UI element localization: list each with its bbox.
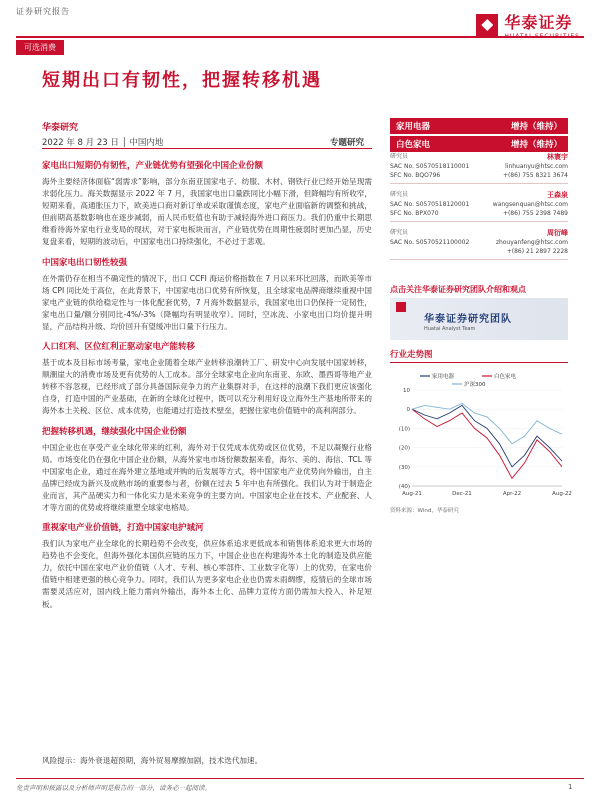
x-tick-label: Dec-21: [452, 491, 472, 497]
rating-value: 增持（维持）: [510, 122, 562, 132]
series-line: [412, 409, 562, 478]
analyst-role: 研究员: [390, 229, 409, 236]
rating-row: [390, 118, 568, 134]
footer-divider: [16, 778, 584, 779]
x-tick-label: Aug-21: [402, 491, 422, 497]
industry-trend-chart: [390, 368, 572, 504]
chart-source: 资料来源：Wind，华泰研究: [390, 508, 459, 514]
analyst-phone: +(86) 21 2897 2228: [506, 248, 568, 255]
section-heading: 人口红利、区位红利正驱动家电产能转移: [42, 342, 196, 353]
section-paragraph: 中国企业也在享受产业全球化带来的红利，海外对于仅凭成本优势或区位优势，不足以凝聚行业格局。市场变化仍在强化中国企业份额，从海外家电市场份额数据来看，海尔、美的、海信、TCL 等中国家电企业，通过在海外建立基地或并购的后发展等方式，将中国家电产业优势向外输出，自主品牌已经成为新兴及成熟市场的重要参与者，份额在过去 5 年中也有所强化。我们认为对于制造企业而言，其产品硬实力和一体化实力是未来竞争的主要方向。中国家电企业在技术、产业配套、人才等方面的优势或将继续重塑全球家电格局。: [42, 442, 372, 512]
report-date: 2022 年 8 月 23 日 │ 中国内地: [42, 138, 164, 148]
section-heading: 中国家电出口韧性较强: [42, 257, 128, 268]
section: [42, 522, 372, 611]
y-tick-label: (40): [398, 484, 410, 490]
analyst-sac: SAC No. S0570518110001: [390, 163, 470, 170]
banner-logo-icon: [396, 302, 406, 312]
analyst-email[interactable]: zhouyanfeng@htsc.com: [495, 239, 568, 246]
analyst-name: 周衍峰: [547, 229, 568, 237]
analyst-card: [390, 188, 568, 222]
section-paragraph: 海外主要经济体面临“弱需求”影响，部分东南亚国家电子、纺服、木材、钢铁行业已经开始呈现需求弱化压力。海关数据显示 2022 年 7 月，我国家电出口量跌同比小幅下滑，但降幅均有所收窄，短期来看，高通胀压力下，欧美进口商对新订单或采取谨慎态度，家电产业面临新的调整和挑战，但前期高基数影响也在逐步减弱，而人民币贬值也有助于减轻海外进口商压力。我们仍重中长期思维看待海外家电行业变局的现状，对于家电板块而言，产业链优势在周期性疲弱时更加凸显，历史复盘来看，短期的波动后，中国家电出口持续强化，不必过于悲观。: [42, 177, 372, 247]
analyst-email[interactable]: wangsenquan@htsc.com: [492, 201, 568, 208]
promo-link[interactable]: 点击关注华泰证券研究团队介绍和观点: [390, 285, 526, 294]
rating-sector: 家用电器: [396, 122, 431, 132]
risk-warning: 风险提示：海外衰退超预期，海外贸易摩擦加剧，技术迭代加速。: [42, 756, 263, 765]
publisher: 华泰研究: [42, 123, 79, 133]
trend-divider: [390, 362, 568, 363]
analyst-phone: +(86) 755 8321 3674: [502, 172, 568, 179]
report-title: 短期出口有韧性，把握转移机遇: [42, 70, 322, 91]
banner-subtitle: Huatai Analyst Team: [424, 326, 476, 332]
section-heading: 家电出口短期仍有韧性，产业链优势有望强化中国企业份额: [42, 161, 264, 171]
section-paragraph: 我们认为家电产业全球化的长期趋势不会改变，供应体系追求更低成本和销售体系追求更大市场的趋势也不会变化，但海外强化本国供应链的压力下，中国企业也在构建海外本土化的制造及供应能力，依托中国在家电产业价值链（人才、专利、核心零部件、工业数字化等）上的优势，在家电价值链中相建更强的核心竞争力。同时，我们认为更多家电企业也仍需未雨绸缪，疫情后的全球市场需要灵活应对，国内线上能力需向外输出，海外本土化、品牌力宣传方面仍需加大投入、补足短板。: [42, 539, 372, 609]
trend-title: 行业走势图: [390, 350, 433, 360]
section: [42, 426, 372, 515]
section-paragraph: 基于成本及目标市场考量，家电企业随着全球产业转移浪潮转工厂、研发中心向发展中国家转移，顺潮崖大的消费市场及更有优势的人工成本。部分全球家电企业向东南亚、东欧、墨西哥等地产业转移不容忽视，已经形成了部分具备国际竞争力的产业集群对手，在这样的浪潮下我们更应该强化自身，打造中国的产业基础，在新的全球化过程中，既可以充分利用好设立海外生产基地所带来的海外本土关税、区位、成本优势，也能通过打造技术壁垒，把握住家电价值链中的高利润部分。: [42, 358, 372, 416]
y-tick-label: (10): [398, 426, 410, 433]
report-series-tag: 证券研究报告: [16, 7, 70, 16]
x-tick-label: Apr-22: [502, 491, 522, 497]
y-tick-label: (20): [398, 445, 410, 452]
title-divider: [42, 148, 372, 149]
section-heading: 重视家电产业价值链，打造中国家电护城河: [42, 523, 204, 534]
brand-mark-icon: [476, 14, 498, 36]
y-tick-label: 10: [403, 388, 410, 394]
rating-box: [390, 118, 568, 154]
analyst-name: 王森泉: [547, 191, 568, 199]
report-body: [42, 152, 372, 611]
analyst-sfc: SFC No. BPX070: [390, 210, 439, 217]
analyst-sfc: SFC No. BQO796: [390, 172, 441, 179]
section-heading: 把握转移机遇，继续强化中国企业份额: [42, 426, 187, 437]
y-tick-label: (30): [398, 464, 410, 471]
brand-name: 华泰证券: [504, 13, 573, 32]
analyst-role: 研究员: [390, 191, 409, 198]
analyst-list: [390, 150, 568, 264]
report-type: 专题研究: [330, 138, 365, 148]
section: [42, 257, 372, 333]
x-tick-label: Aug-22: [552, 491, 572, 497]
analyst-card: [390, 226, 568, 260]
team-banner[interactable]: [390, 298, 568, 340]
analyst-phone: +(86) 755 2398 7489: [502, 210, 568, 217]
analyst-sac: SAC No. S0570521100002: [390, 239, 470, 246]
sector-tag: 可选消费: [16, 40, 64, 55]
analyst-role: 研究员: [390, 153, 409, 160]
legend-label: 家用电器: [432, 374, 455, 380]
analyst-email[interactable]: linhuanyu@htsc.com: [505, 163, 568, 170]
disclaimer: 免责声明和披露以及分析师声明是报告的一部分，请务必一起阅读。: [16, 784, 211, 792]
section: [42, 341, 372, 417]
header-divider: [16, 36, 584, 38]
series-line: [412, 405, 562, 466]
analyst-card: [390, 150, 568, 184]
analyst-name: 林寰宇: [547, 153, 568, 161]
legend-label: 沪深300: [464, 382, 486, 388]
legend-label: 白色家电: [494, 374, 517, 380]
rating-value: 增持（维持）: [510, 140, 562, 150]
y-tick-label: 0: [406, 407, 410, 414]
banner-title: 华泰证券研究团队: [424, 314, 512, 325]
rating-sector: 白色家电: [396, 140, 431, 150]
analyst-sac: SAC No. S0570518120001: [390, 201, 470, 208]
section-paragraph: 在外需仍存在相当不确定性的情况下，出口 CCFI 海运价格指数在 7 月以来环比回落，而欧美等市场 CPI 同比处于高位，在此背景下，中国家电出口优势有所恢复，且全球家电品牌商继续重视中国家电产业链的供给稳定性与一体化配套优势，7 月海外数据显示，我国家电出口仍保持一定韧性，家电出口量/额分别同比-4%/-3%（降幅均有明显收窄）。同时，空冰洗、小家电出口均价提升明显，产品结构升级、均价回升有望缓冲出口量下行压力。: [42, 273, 372, 331]
page-number: 1: [568, 783, 573, 791]
section: [42, 160, 372, 249]
